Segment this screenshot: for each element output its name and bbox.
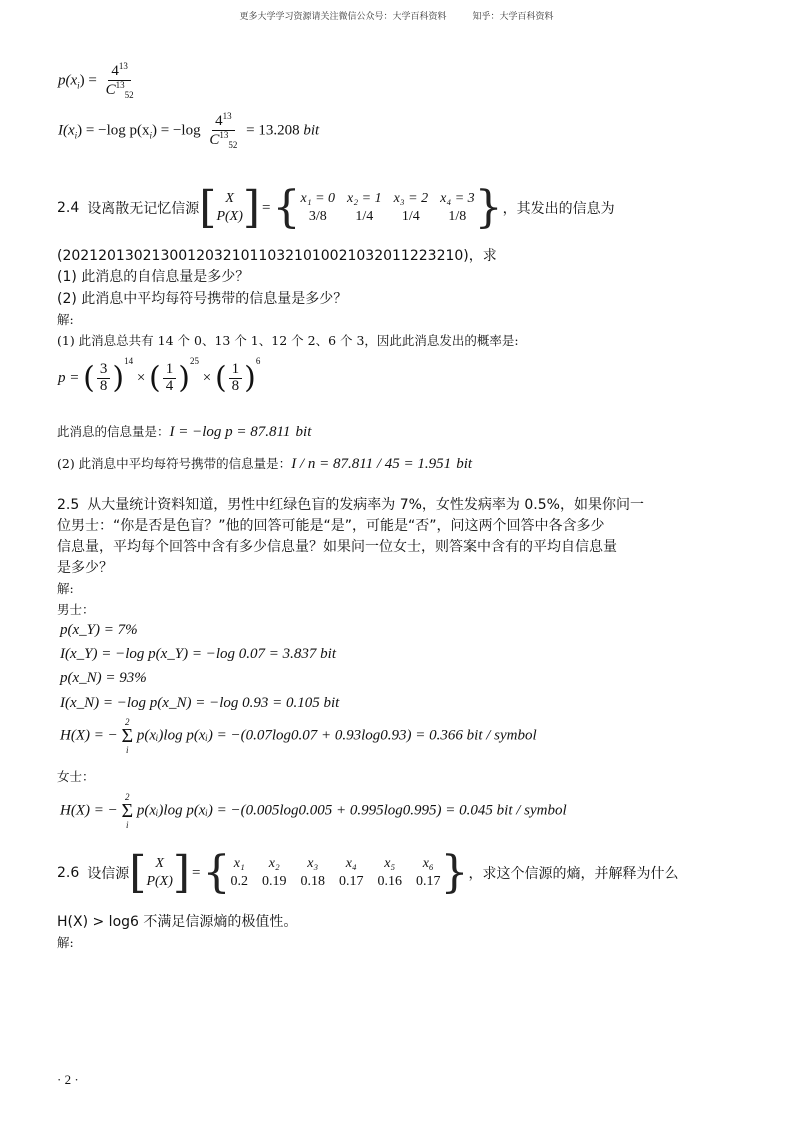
- header-right: 知乎：大学百科资料: [472, 12, 554, 22]
- problem-2-4-q2: (2) 此消息中平均每符号携带的信息量是多少？: [57, 291, 348, 307]
- page-number: · 2 ·: [57, 1072, 79, 1087]
- problem-2-5-line1: 2.5 从大量统计资料知道，男性中红绿色盲的发病率为 7%，女性发病率为 0.5%，如果你问一: [57, 497, 644, 513]
- eq-p-xy: p(x_Y) = 7%: [60, 622, 138, 638]
- info-amount-line: 此消息的信息量是：I = −log p = 87.811 bit: [57, 424, 312, 440]
- solution-label: 解:: [57, 581, 74, 596]
- female-label: 女士：: [57, 769, 95, 784]
- eq-p-xn: p(x_N) = 93%: [60, 670, 147, 686]
- problem-2-4-statement: 2.4 设离散无记忆信源 [ X P(X) ] = { x₁ = 0 x₂ = 1 x₃ = 2 x₄ = 3 3/8 1/4 1/4 1/8 } ，其发出的信息为: [57, 182, 615, 233]
- problem-2-5-line2: 位男士：“你是否是色盲？”他的回答可能是“是”，可能是“否”，问这两个回答中各含多少: [57, 518, 605, 534]
- eq-H-female: H(X) = − 2 Σ i p(xᵢ)log p(xᵢ) = −(0.005log0.005 + 0.995log0.995) = 0.045 bit / symbol: [60, 792, 567, 830]
- equation-p-product: p = ( $\frac{3}{8}$ )$^{14}$ × ( $\frac{1}{4}$ )$^{25}$ × ( $\frac{1}{8}$ )$^6$: [58, 356, 261, 396]
- equation-I-xi: $I(x_i) = -\log$ $p(x_i) = -\log$ $\frac{4^{13}}{C^{13}_{52}}$ = 13.208 bit: [58, 111, 320, 150]
- problem-2-4-answer-1: (1) 此消息总共有 14 个 0、13 个 1、12 个 2、6 个 3，因此此消息发出的概率是:: [57, 333, 519, 348]
- equation-p-xi: $p(x_i)$ = $\frac{4^{13}}{C^{13}_{52}}$: [58, 62, 139, 100]
- page-header: [0, 9, 793, 22]
- problem-2-6-statement: 2.6 设信源 [ X P(X) ] = { x₁ x₂ x₃ x₄ x₅ x₆ 0.2 0.19 0.18 0.17 0.16 0.17 } ，求这个信源的熵，并解释为什么: [57, 847, 679, 898]
- eq-H-male: H(X) = − 2 Σ i p(xᵢ)log p(xᵢ) = −(0.07log0.07 + 0.93log0.93) = 0.366 bit / symbol: [60, 717, 537, 755]
- header-left: 更多大学学习资源请关注微信公众号：大学百科资料: [239, 12, 447, 22]
- eq-I-xy: I(x_Y) = −log p(x_Y) = −log 0.07 = 3.837 bit: [60, 646, 337, 662]
- male-label: 男士：: [57, 602, 95, 617]
- solution-label: 解:: [57, 312, 74, 327]
- problem-2-5-line4: 是多少？: [57, 560, 113, 576]
- problem-2-4-q1: (1) 此消息的自信息量是多少？: [57, 269, 250, 285]
- avg-info-line: (2) 此消息中平均每符号携带的信息量是：I / n = 87.811 / 45 = 1.951 bit: [57, 456, 473, 472]
- fraction: $\frac{4^{13}}{C^{13}_{52}}$: [105, 61, 134, 100]
- solution-label: 解:: [57, 935, 74, 950]
- problem-2-6-line2: H(X) > log6 不满足信源熵的极值性。: [57, 914, 298, 930]
- problem-2-4-message: (202120130213001203210110321010021032011223210)，求: [57, 248, 497, 264]
- eq-I-xn: I(x_N) = −log p(x_N) = −log 0.93 = 0.105 bit: [60, 695, 340, 711]
- problem-2-5-line3: 信息量，平均每个回答中含有多少信息量？如果问一位女士，则答案中含有的平均自信息量: [57, 539, 617, 555]
